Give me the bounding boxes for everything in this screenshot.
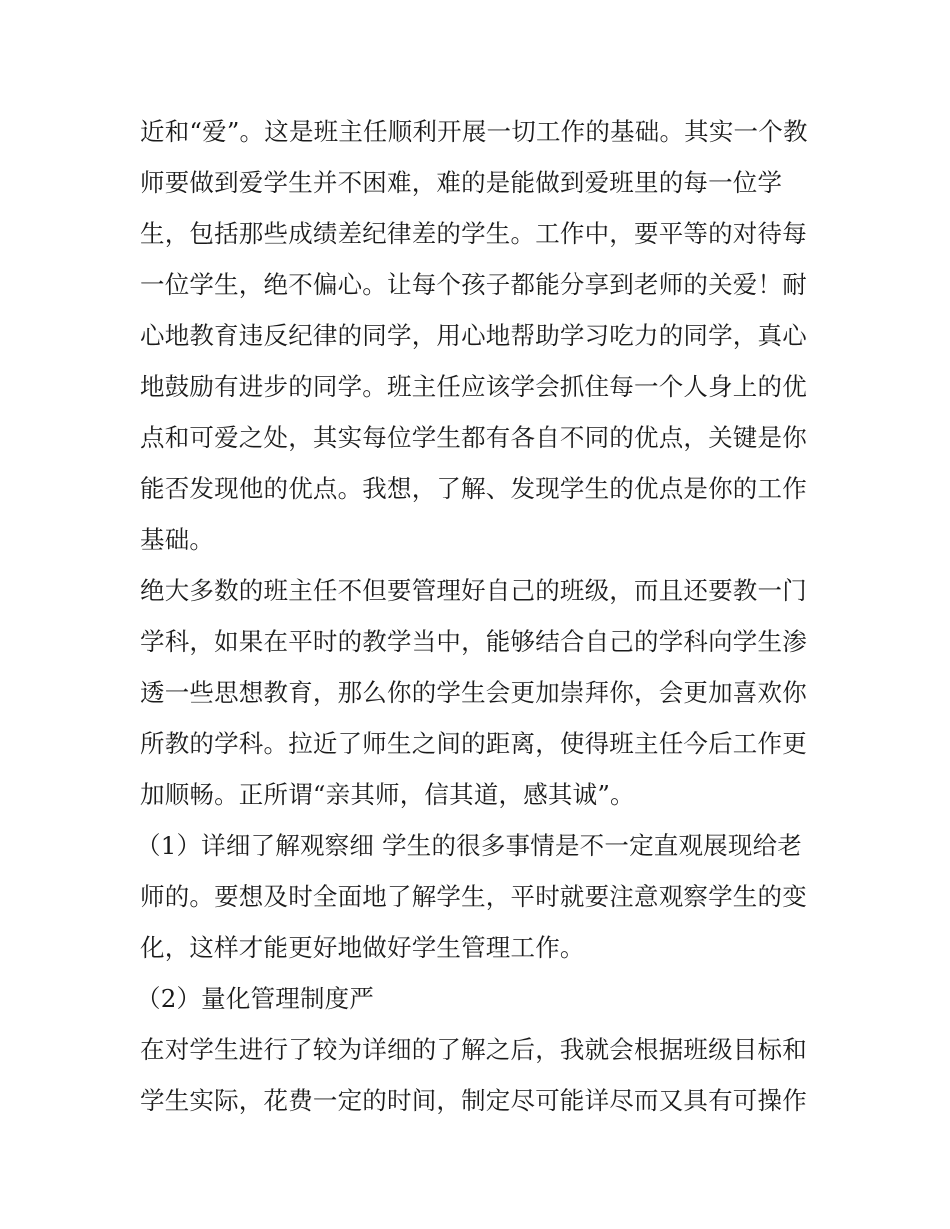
- text-line: 师要做到爱学生并不困难，难的是能做到爱班里的每一位学: [140, 168, 783, 197]
- text-line: 点和可爱之处，其实每位学生都有各自不同的优点，关键是你: [140, 423, 807, 452]
- text-line: 一位学生，绝不偏心。让每个孩子都能分享到老师的关爱！耐: [140, 270, 807, 299]
- text-line: 地鼓励有进步的同学。班主任应该学会抓住每一个人身上的优: [140, 372, 807, 401]
- text-line: 学生实际，花费一定的时间，制定尽可能详尽而又具有可操作: [140, 1086, 807, 1115]
- text-line: 近和“爱”。这是班主任顺利开展一切工作的基础。其实一个教: [140, 117, 808, 146]
- text-line: 化，这样才能更好地做好学生管理工作。: [140, 933, 585, 962]
- document-body: [136, 106, 820, 1126]
- text-line: 学科，如果在平时的教学当中，能够结合自己的学科向学生渗: [140, 627, 807, 656]
- text-line: 绝大多数的班主任不但要管理好自己的班级，而且还要教一门: [140, 576, 807, 605]
- text-line: 透一些思想教育，那么你的学生会更加崇拜你，会更加喜欢你: [140, 678, 807, 707]
- text-line: 基础。: [140, 525, 215, 554]
- text-line: 师的。要想及时全面地了解学生，平时就要注意观察学生的变: [140, 882, 807, 911]
- text-line: （1）详细了解观察细 学生的很多事情是不一定直观展现给老: [136, 831, 802, 860]
- text-line: 加顺畅。正所谓“亲其师，信其道，感其诚”。: [140, 780, 635, 809]
- text-line: （2）量化管理制度严: [136, 984, 375, 1013]
- text-line: 所教的学科。拉近了师生之间的距离，使得班主任今后工作更: [140, 729, 807, 758]
- text-line: 心地教育违反纪律的同学，用心地帮助学习吃力的同学，真心: [140, 321, 807, 350]
- text-line: 在对学生进行了较为详细的了解之后，我就会根据班级目标和: [140, 1035, 807, 1064]
- text-line: 能否发现他的优点。我想，了解、发现学生的优点是你的工作: [140, 474, 807, 503]
- text-line: 生，包括那些成绩差纪律差的学生。工作中，要平等的对待每: [140, 219, 807, 248]
